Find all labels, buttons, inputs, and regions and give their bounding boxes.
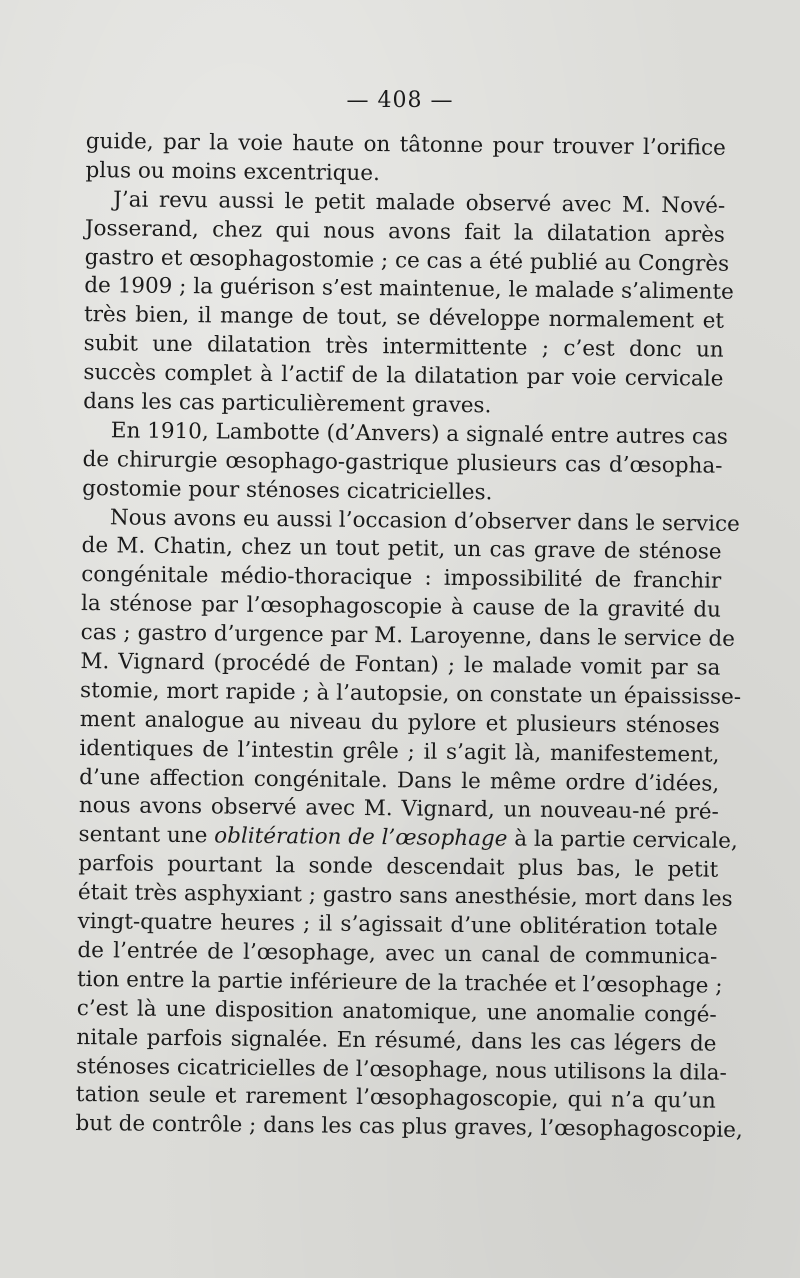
text-line: de l’entrée de l’œsophage, avec un canal de communica- [77, 937, 718, 970]
text-line: subit une dilatation très intermittente ; c’est donc un [83, 331, 724, 363]
text-line: ment analogue au niveau du pylore et plusieurs sténoses [79, 706, 720, 739]
text-line: guide, par la voie haute on tâtonne pour trouver l’orifice [85, 128, 726, 161]
text-line: stomie, mort rapide ; à l’autopsie, on constate un épaississe- [79, 677, 742, 710]
text-line: tation seule et rarement l’œsophagoscopie, qui n’a qu’un [75, 1082, 716, 1115]
text-line: gastro et œsophagostomie ; ce cas a été publié au Congrès [84, 244, 730, 277]
text-line: sténoses cicatricielles de l’œsophage, nous utilisons la dila- [76, 1053, 727, 1086]
italic-phrase: oblitération de l’œsophage [214, 823, 508, 852]
text-line: but de contrôle ; dans les cas plus graves, l’œsophagoscopie, [75, 1111, 743, 1144]
text-line: de M. Chatin, chez un tout petit, un cas grave de sténose [81, 533, 722, 566]
text-line: plus ou moins excentrique. [85, 157, 380, 186]
text-line: très bien, il mange de tout, se développe normalement et [83, 302, 725, 335]
text-line: vingt-quatre heures ; il s’agissait d’une oblitération totale [77, 909, 718, 941]
text-line: En 1910, Lambotte (d’Anvers) a signalé entre autres cas [110, 418, 729, 450]
text-line: J’ai revu aussi le petit malade observé avec M. Nové- [113, 187, 726, 219]
text-line: Josserand, chez qui nous avons fait la dilatation après [84, 215, 726, 248]
text-line: congénitale médio-thoracique : impossibilité de franchir [81, 562, 722, 595]
text-line: M. Vignard (procédé de Fontan) ; le malade vomit par sa [80, 649, 721, 681]
text-line: tion entre la partie inférieure de la trachée et l’œsophage ; [76, 966, 723, 999]
text-line: identiques de l’intestin grêle ; il s’agit là, manifestement, [79, 735, 720, 768]
text-line: nitale parfois signalée. En résumé, dans les cas légers de [76, 1024, 717, 1057]
text-line: c’est là une disposition anatomique, une anomalie congé- [76, 995, 717, 1028]
body-text [75, 128, 743, 1146]
text-line: nous avons observé avec M. Vignard, un nouveau-né pré- [78, 793, 719, 826]
text-line: était très asphyxiant ; gastro sans anesthésie, mort dans les [77, 880, 733, 912]
text-segment: à la partie cervicale, [507, 826, 738, 855]
text-line: de chirurgie œsophago-gastrique plusieurs cas d’œsopha- [82, 446, 723, 479]
text-line: d’une affection congénitale. Dans le même ordre d’idées, [79, 764, 720, 797]
text-segment: sentant une [78, 822, 215, 849]
text-line: la sténose par l’œsophagoscopie à cause de la gravité du [80, 591, 722, 623]
text-line: parfois pourtant la sonde descendait plus bas, le petit [78, 851, 719, 883]
text-line: de 1909 ; la guérison s’est maintenue, le malade s’alimente [84, 273, 734, 306]
text-line: dans les cas particulièrement graves. [83, 389, 492, 419]
text-line: Nous avons eu aussi l’occasion d’observer dans le service [109, 504, 740, 537]
page-number: — 408 — [346, 88, 454, 113]
text-line: cas ; gastro d’urgence par M. Laroyenne, dans le service de [80, 620, 736, 652]
text-line: succès complet à l’actif de la dilatation par voie cervicale [83, 360, 724, 392]
text-line: gostomie pour sténoses cicatricielles. [82, 475, 493, 505]
